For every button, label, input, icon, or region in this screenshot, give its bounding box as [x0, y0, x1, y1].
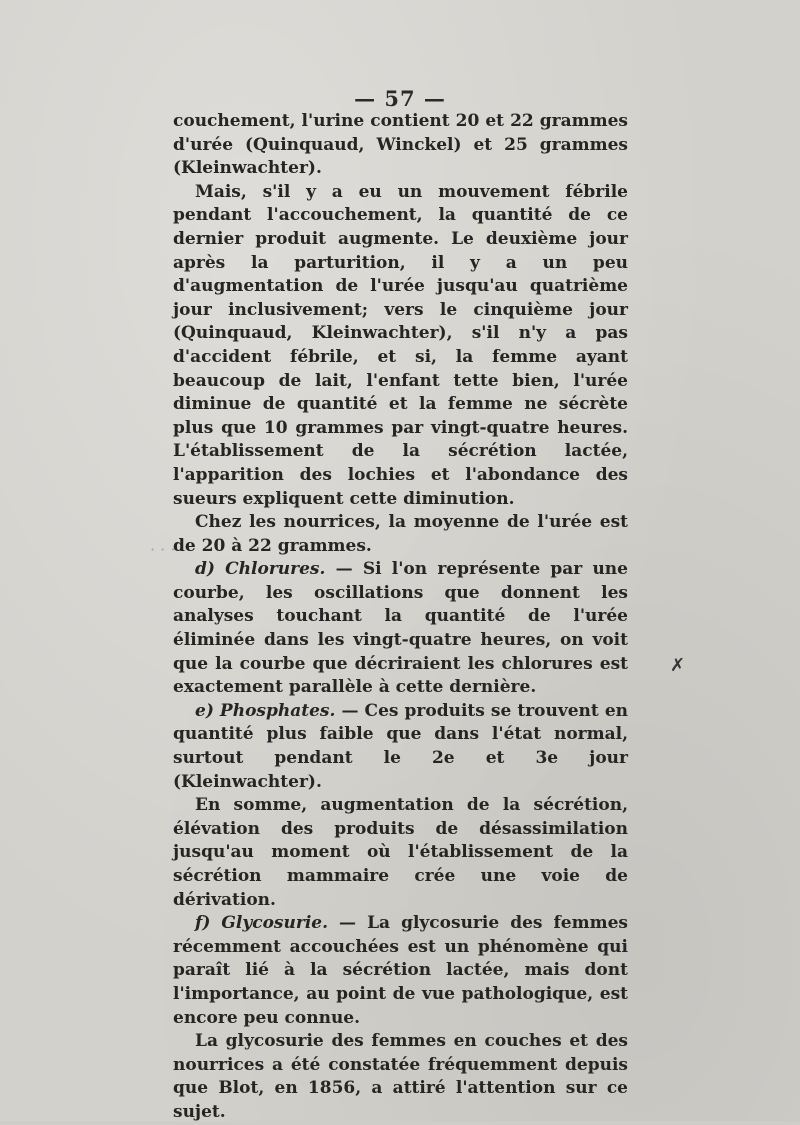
section-text-phosphates: — Ces produits se trouvent en quantité plus faible que dans l'état normal, surtout pendant le 2e et 3e jour (Kleinwachter).: [173, 700, 629, 792]
paragraph-glycosurie: [173, 912, 628, 1030]
section-label-chlorures: d) Chlorures.: [195, 559, 326, 580]
section-text-chlorures: — Si l'on représente par une courbe, les oscillations que donnent les analyses touchant la quantité de l'urée éliminée dans les vingt-quatre heures, on voit que la courbe que décriraient les chlorures est exactement parallèle à cette dernière.: [173, 559, 628, 698]
paragraph-3: Chez les nourrices, la moyenne de l'urée est de 20 à 22 grammes.: [173, 512, 628, 556]
paragraph-chlorures: [173, 558, 628, 700]
section-text-glycosurie: — La glycosurie des femmes récemment accouchées est un phénomène qui paraît lié à la sécrétion lactée, mais dont l'importance, au point de vue pathologique, est encore peu connue.: [173, 913, 628, 1028]
paragraph-phosphates: [173, 700, 628, 794]
paragraph-2: Mais, s'il y a eu un mouvement fébrile pendant l'accouchement, la quantité de ce dernier produit augmente. Le deuxième jour après la parturition, il y a un peu d'augmentation de l'urée jusqu'au quatrième jour inclusivement; vers le cinquième jour (Quinquaud, Kleinwachter), s'il n'y a pas d'accident fébrile, et si, la femme ayant beaucoup de lait, l'enfant tette bien, l'urée diminue de quantité et la femme ne sécrète plus que 10 grammes par vingt-quatre heures. L'établissement de la sécrétion lactée, l'apparition des lochies et l'abondance des sueurs expliquent cette diminution.: [173, 181, 628, 509]
bleed-through-text: · · ·: [150, 540, 176, 559]
body-text: [173, 110, 628, 1125]
section-label-phosphates: e) Phosphates.: [195, 700, 336, 721]
page-number: — 57 —: [354, 86, 446, 111]
margin-mark-icon: ✗: [670, 655, 686, 676]
section-label-glycosurie: f) Glycosurie.: [195, 913, 329, 934]
paragraph-summary: En somme, augmentation de la sécrétion, élévation des produits de désassimilation jusqu'au moment où l'établissement de la sécrétion mammaire crée une voie de dérivation.: [173, 795, 628, 910]
paragraph-1: couchement, l'urine contient 20 et 22 grammes d'urée (Quinquaud, Winckel) et 25 grammes (Kleinwachter).: [173, 111, 628, 179]
paragraph-8: La glycosurie des femmes en couches et des nourrices a été constatée fréquemment depuis que Blot, en 1856, a attiré l'attention sur ce sujet.: [173, 1031, 628, 1122]
